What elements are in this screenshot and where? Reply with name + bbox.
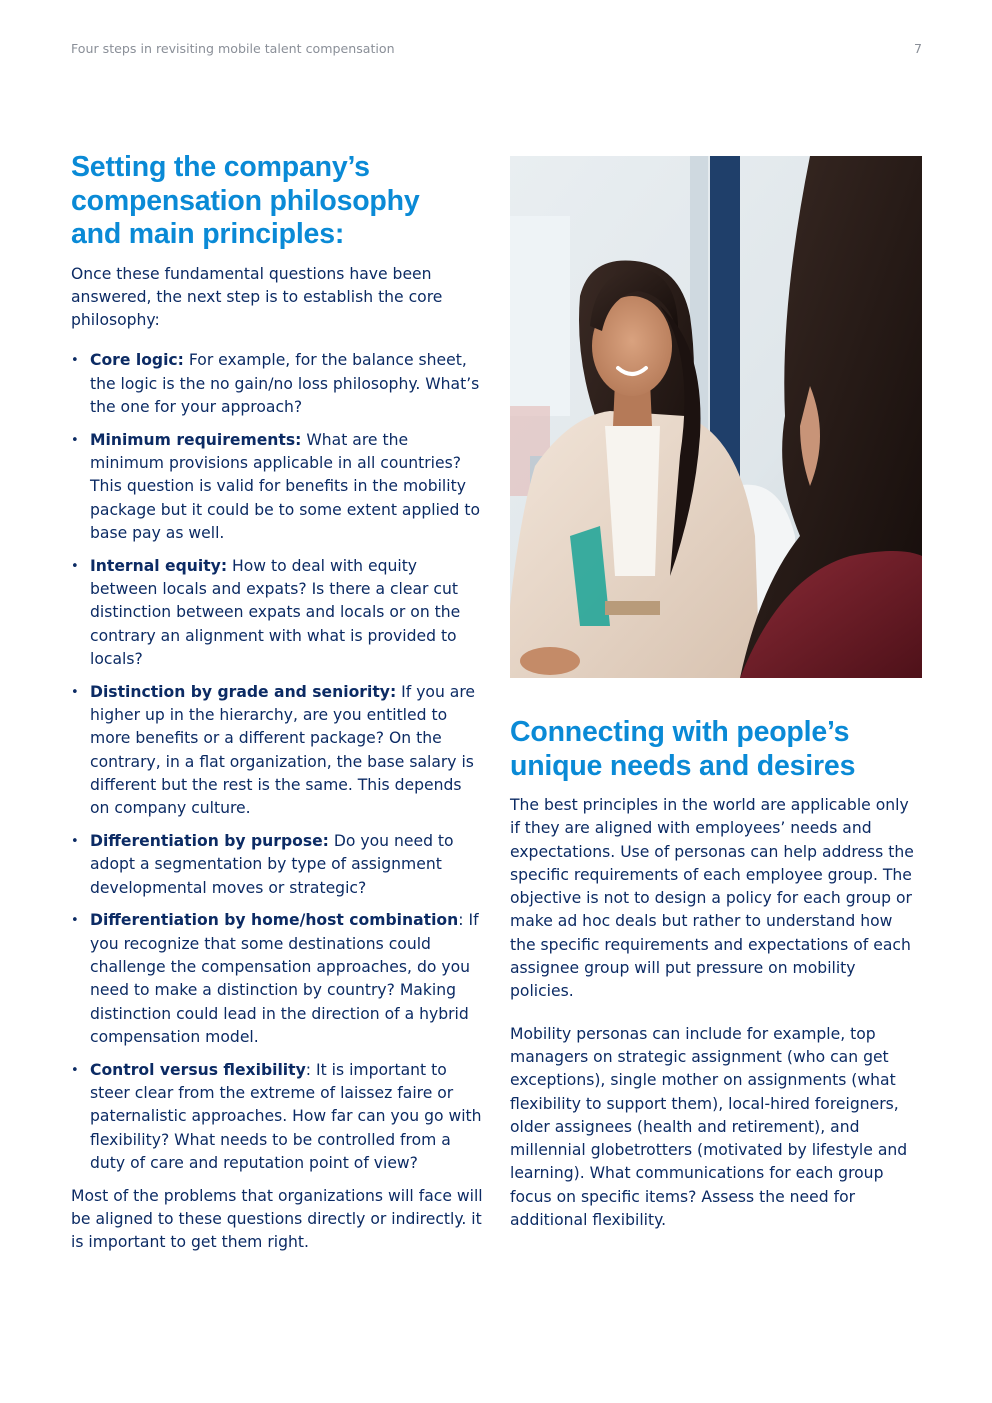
bullet-icon: •: [71, 1062, 79, 1078]
body-paragraph-1: The best principles in the world are applicable only if they are aligned with employees’ needs and expectations. Use of personas can help address the specific requirements of each employee group. The objective is not to design a policy for each group or make ad hoc deals but rather to understand how the specific requirements and expectations of each assignee group will put pressure on mobility policies.: [510, 796, 914, 1001]
list-item: • Distinction by grade and seniority: If you are higher up in the hierarchy, are you entitled to more benefits or a different package? On the contrary, in a flat organization, the base salary is different but the rest is the same. This depends on company culture.: [71, 682, 476, 818]
bullet-icon: •: [71, 684, 79, 700]
section-heading-philosophy: Setting the company’s compensation philosophy and main principles:: [71, 151, 420, 250]
left-column: [71, 151, 483, 1255]
running-header: [71, 41, 922, 56]
bullet-icon: •: [71, 558, 79, 574]
intro-paragraph: Once these fundamental questions have been answered, the next step is to establish the core philosophy:: [71, 264, 443, 330]
right-column: [510, 156, 922, 1232]
body-paragraph-2: Mobility personas can include for example, top managers on strategic assignment (who can get exceptions), single mother on assignments (what flexibility to support them), local-hired foreigners, older assignees (health and retirement), and millennial globetrotters (motivated by lifestyle and learning). What communications for each group focus on specific items? Assess the need for additional flexibility.: [510, 1024, 908, 1230]
list-item: • Differentiation by home/host combination: If you recognize that some destinations could challenge the compensation approaches, do you need to make a distinction by country? Making distinction could lead in the direction of a hybrid compensation model.: [71, 911, 479, 1046]
bullet-icon: •: [71, 353, 79, 369]
bullet-icon: •: [71, 432, 79, 448]
bullet-icon: •: [71, 913, 79, 929]
list-item: • Core logic: For example, for the balance sheet, the logic is the no gain/no loss philosophy. What’s the one for your approach?: [71, 351, 480, 416]
bullet-icon: •: [71, 834, 79, 850]
list-item: • Minimum requirements: What are the minimum provisions applicable in all countries? This question is valid for benefits in the mobility package but it could be to some extent applied to base pay as well.: [71, 430, 481, 542]
list-item: • Control versus flexibility: It is important to steer clear from the extreme of laissez faire or paternalistic approaches. How far can you go with flexibility? What needs to be controlled from a duty of care and reputation point of view?: [71, 1060, 482, 1172]
list-item: • Internal equity: How to deal with equity between locals and expats? Is there a clear cut distinction between expats and locals or on the contrary an alignment with what is provided to locals?: [71, 556, 461, 668]
list-item: • Differentiation by purpose: Do you need to adopt a segmentation by type of assignment developmental moves or strategic?: [71, 832, 454, 897]
photo-two-women-conversation: [510, 156, 922, 678]
running-title: Four steps in revisiting mobile talent compensation: [71, 41, 395, 56]
section-heading-connecting: Connecting with people’s unique needs and desires: [510, 716, 856, 782]
principles-list: [71, 349, 483, 1175]
page-number: 7: [913, 41, 922, 56]
closing-paragraph: Most of the problems that organizations will face will be aligned to these questions directly or indirectly. it is important to get them right.: [71, 1186, 483, 1252]
